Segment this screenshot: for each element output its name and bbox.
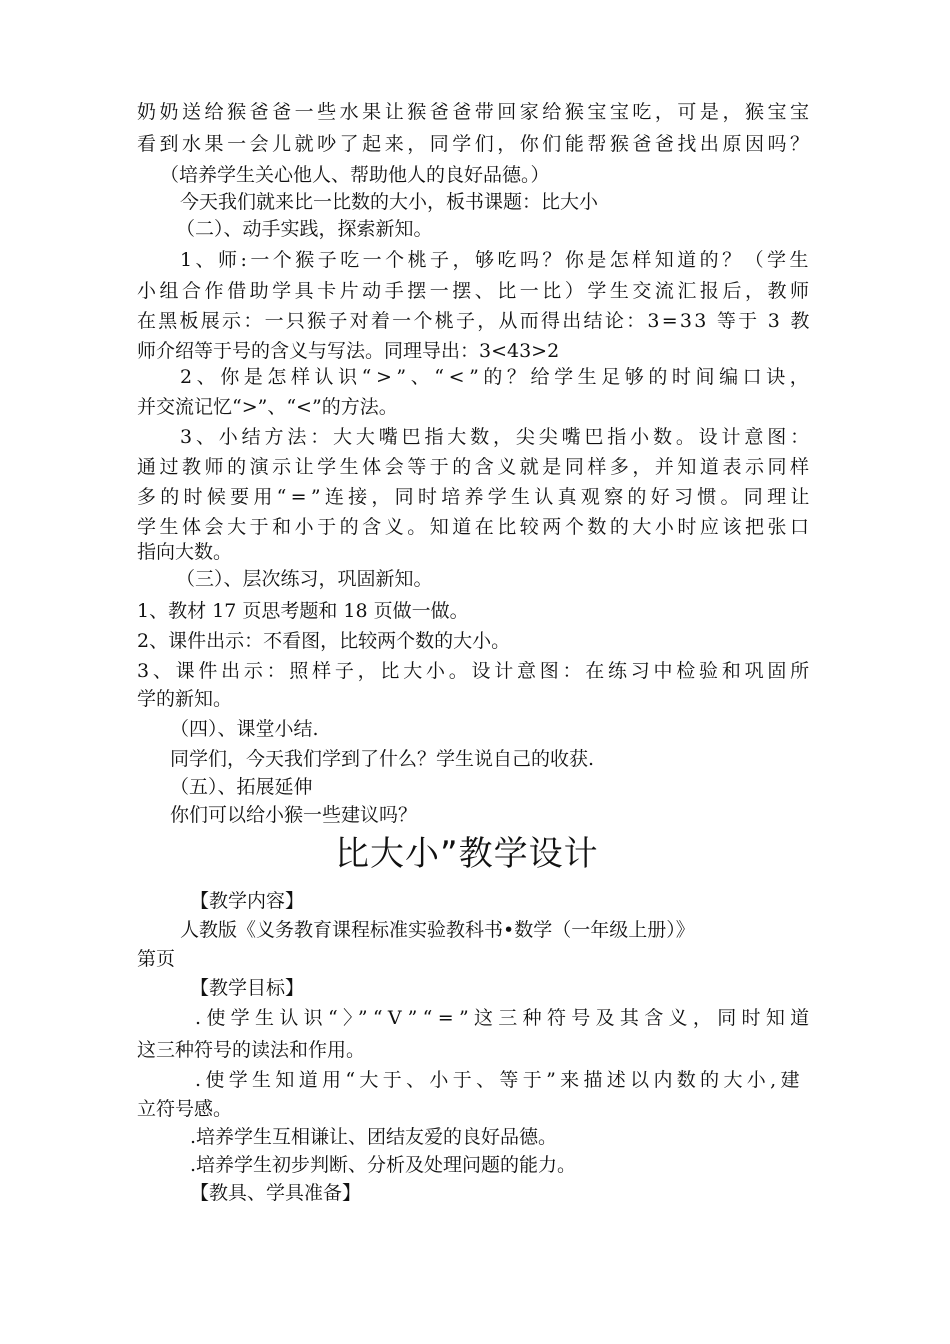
paragraph-line: 并交流记忆“>”、“<”的方法。 <box>137 396 398 418</box>
paragraph-line: 2、你是怎样认识“>”、“<”的？给学生足够的时间编口诀， <box>180 366 814 388</box>
paragraph-line: 3、小结方法：大大嘴巴指大数，尖尖嘴巴指小数。设计意图： <box>180 426 813 448</box>
paragraph-line: 小组合作借助学具卡片动手摆一摆、比一比）学生交流汇报后，教师 <box>137 280 813 302</box>
paragraph-line: .培养学生互相谦让、团结友爱的良好品德。 <box>190 1126 558 1148</box>
paragraph-line: 3、课件出示：照样子，比大小。设计意图：在练习中检验和巩固所 <box>137 660 813 682</box>
paragraph-line: 你们可以给小猴一些建议吗？ <box>170 804 418 826</box>
paragraph-line: 指向大数。 <box>137 541 233 563</box>
paragraph-line: 看到水果一会儿就吵了起来，同学们，你们能帮猴爸爸找出原因吗？ <box>137 133 813 155</box>
paragraph-line: 人教版《义务教育课程标准实验教科书•数学（一年级上册）》 <box>180 919 695 941</box>
paragraph-line: 1、教材 17 页思考题和 18 页做一做。 <box>137 600 469 622</box>
section-heading: 【教学目标】 <box>190 977 305 999</box>
paragraph-line: 师介绍等于号的含义与写法。同理导出：3<43>2 <box>137 340 560 362</box>
paragraph-line: 今天我们就来比一比数的大小，板书课题：比大小 <box>180 191 599 213</box>
paragraph-line: 同学们，今天我们学到了什么？学生说自己的收获. <box>170 748 595 770</box>
paragraph-line: 奶奶送给猴爸爸一些水果让猴爸爸带回家给猴宝宝吃，可是，猴宝宝 <box>137 101 813 123</box>
section-heading: （四）、课堂小结. <box>170 718 319 740</box>
section-heading: （三）、层次练习，巩固新知。 <box>176 568 433 590</box>
paragraph-line: 立符号感。 <box>137 1098 233 1120</box>
paragraph-line: .培养学生初步判断、分析及处理问题的能力。 <box>190 1154 577 1176</box>
section-heading: （五）、拓展延伸 <box>170 776 313 798</box>
section-heading: （二）、动手实践，探索新知。 <box>176 218 433 240</box>
paragraph-line: 学生体会大于和小于的含义。知道在比较两个数的大小时应该把张口 <box>137 516 813 538</box>
paragraph-line: 第页 <box>137 948 176 970</box>
paragraph-line: 学的新知。 <box>137 688 233 710</box>
section-heading: 【教具、学具准备】 <box>190 1182 362 1204</box>
paragraph-line: 1、师:一个猴子吃一个桃子，够吃吗？你是怎样知道的？（学生 <box>180 249 812 271</box>
paragraph-line: 2、课件出示：不看图，比较两个数的大小。 <box>137 630 511 652</box>
paragraph-line: .使学生知道用“大于、小于、等于”来描述以内数的大小,建 <box>195 1069 804 1091</box>
paragraph-line: （培养学生关心他人、帮助他人的良好品德。） <box>160 164 550 186</box>
document-title: 比大小”教学设计 <box>335 834 599 874</box>
paragraph-line: .使学生认识“〉”“V”“=”这三种符号及其含义，同时知道 <box>195 1007 815 1029</box>
paragraph-line: 多的时候要用“=”连接，同时培养学生认真观察的好习惯。同理让 <box>137 486 814 508</box>
section-heading: 【教学内容】 <box>190 890 305 912</box>
paragraph-line: 通过教师的演示让学生体会等于的含义就是同样多，并知道表示同样 <box>137 456 813 478</box>
paragraph-line: 在黑板展示：一只猴子对着一个桃子，从而得出结论：3=33 等于 3 教 <box>137 310 812 332</box>
paragraph-line: 这三种符号的读法和作用。 <box>137 1039 366 1061</box>
